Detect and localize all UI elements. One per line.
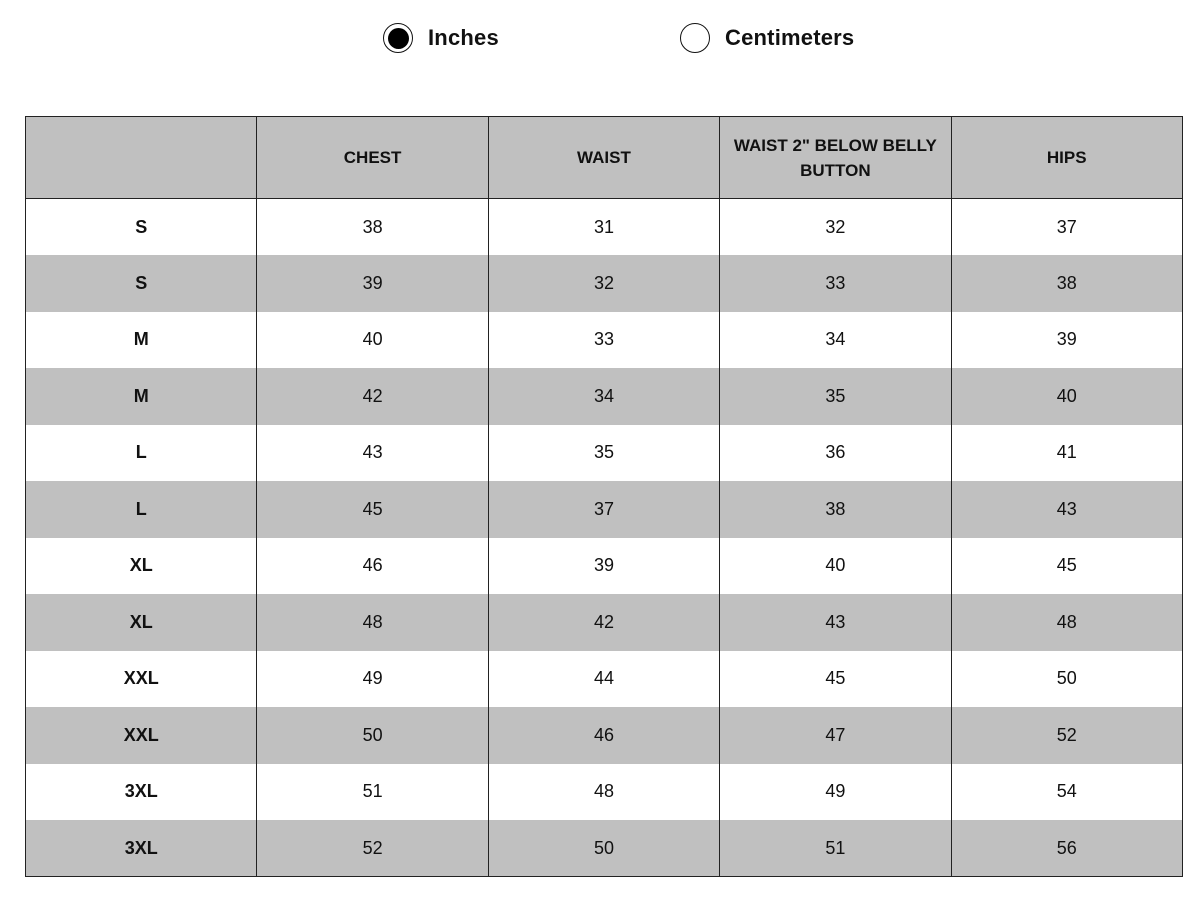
- size-label: XXL: [26, 707, 257, 764]
- hips-value: 52: [951, 707, 1182, 764]
- chest-value: 43: [257, 425, 488, 482]
- header-hips: HIPS: [951, 117, 1182, 199]
- hips-value: 40: [951, 368, 1182, 425]
- chest-value: 42: [257, 368, 488, 425]
- header-waist: WAIST: [488, 117, 719, 199]
- chest-value: 40: [257, 312, 488, 369]
- waist-value: 42: [488, 594, 719, 651]
- waist-value: 33: [488, 312, 719, 369]
- radio-selected-dot: [388, 28, 409, 49]
- waist-below-value: 35: [720, 368, 951, 425]
- waist-below-value: 40: [720, 538, 951, 595]
- waist-value: 50: [488, 820, 719, 877]
- waist-value: 34: [488, 368, 719, 425]
- waist-value: 39: [488, 538, 719, 595]
- table-row: [26, 820, 1183, 877]
- table-row: [26, 538, 1183, 595]
- waist-below-value: 34: [720, 312, 951, 369]
- waist-value: 35: [488, 425, 719, 482]
- hips-value: 43: [951, 481, 1182, 538]
- radio-inches-circle[interactable]: [383, 23, 413, 53]
- waist-below-value: 47: [720, 707, 951, 764]
- table-row: [26, 425, 1183, 482]
- hips-value: 56: [951, 820, 1182, 877]
- waist-below-value: 45: [720, 651, 951, 708]
- waist-below-value: 38: [720, 481, 951, 538]
- size-label: XL: [26, 538, 257, 595]
- hips-value: 39: [951, 312, 1182, 369]
- table-row: [26, 764, 1183, 821]
- size-label: L: [26, 425, 257, 482]
- size-label: XL: [26, 594, 257, 651]
- table-row: [26, 199, 1183, 256]
- waist-value: 46: [488, 707, 719, 764]
- chest-value: 48: [257, 594, 488, 651]
- hips-value: 50: [951, 651, 1182, 708]
- radio-centimeters-circle[interactable]: [680, 23, 710, 53]
- waist-value: 37: [488, 481, 719, 538]
- waist-value: 32: [488, 255, 719, 312]
- unit-toggle: [0, 18, 1200, 58]
- table-row: [26, 594, 1183, 651]
- hips-value: 37: [951, 199, 1182, 256]
- header-chest: CHEST: [257, 117, 488, 199]
- size-chart-table: [25, 116, 1183, 877]
- waist-value: 44: [488, 651, 719, 708]
- size-label: XXL: [26, 651, 257, 708]
- size-label: L: [26, 481, 257, 538]
- chest-value: 46: [257, 538, 488, 595]
- waist-below-value: 33: [720, 255, 951, 312]
- radio-centimeters[interactable]: [680, 18, 854, 58]
- table-row: [26, 368, 1183, 425]
- waist-below-value: 32: [720, 199, 951, 256]
- chest-value: 49: [257, 651, 488, 708]
- hips-value: 45: [951, 538, 1182, 595]
- size-label: 3XL: [26, 820, 257, 877]
- size-label: M: [26, 312, 257, 369]
- waist-below-value: 43: [720, 594, 951, 651]
- table-row: [26, 651, 1183, 708]
- table-row: [26, 312, 1183, 369]
- table-body: [26, 199, 1183, 877]
- waist-below-value: 51: [720, 820, 951, 877]
- waist-value: 31: [488, 199, 719, 256]
- size-label: 3XL: [26, 764, 257, 821]
- header-waist-below-belly-button: WAIST 2" BELOW BELLY BUTTON: [720, 117, 951, 199]
- size-label: S: [26, 199, 257, 256]
- table-header-row: [26, 117, 1183, 199]
- table-row: [26, 707, 1183, 764]
- chest-value: 50: [257, 707, 488, 764]
- chest-value: 39: [257, 255, 488, 312]
- table-row: [26, 255, 1183, 312]
- hips-value: 48: [951, 594, 1182, 651]
- radio-centimeters-label[interactable]: Centimeters: [725, 25, 855, 50]
- radio-inches-label[interactable]: Inches: [428, 25, 499, 50]
- chest-value: 51: [257, 764, 488, 821]
- waist-below-value: 49: [720, 764, 951, 821]
- size-label: S: [26, 255, 257, 312]
- waist-below-value: 36: [720, 425, 951, 482]
- waist-value: 48: [488, 764, 719, 821]
- hips-value: 54: [951, 764, 1182, 821]
- table-row: [26, 481, 1183, 538]
- radio-inches[interactable]: [383, 18, 499, 58]
- hips-value: 41: [951, 425, 1182, 482]
- chest-value: 45: [257, 481, 488, 538]
- chest-value: 38: [257, 199, 488, 256]
- header-size: [26, 117, 257, 199]
- hips-value: 38: [951, 255, 1182, 312]
- size-label: M: [26, 368, 257, 425]
- chest-value: 52: [257, 820, 488, 877]
